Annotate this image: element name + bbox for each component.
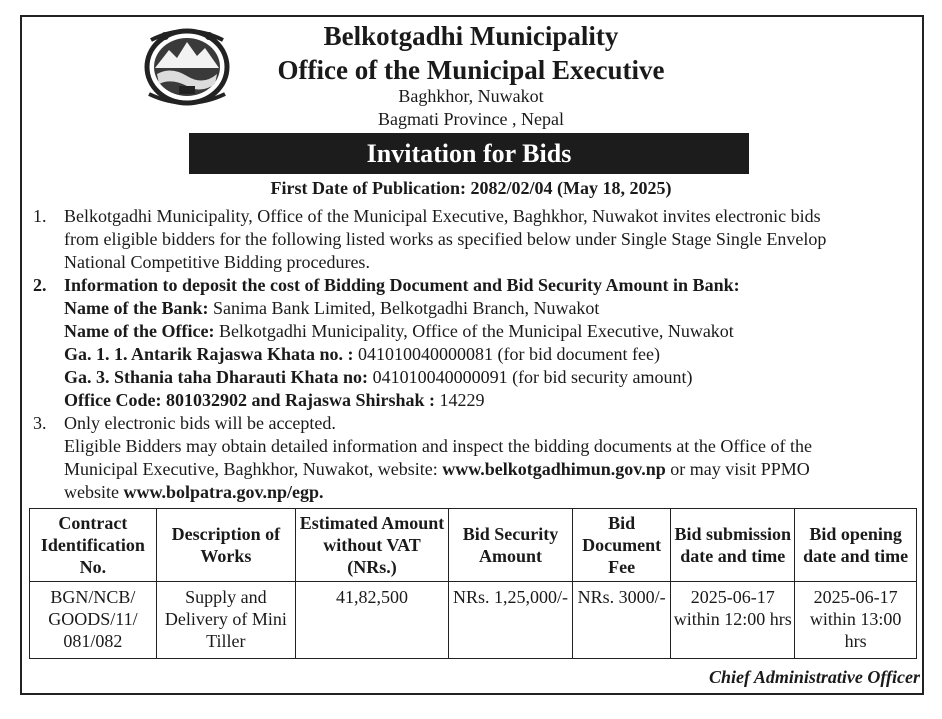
office-value: Belkotgadhi Municipality, Office of the Municipal Executive, Nuwakot — [214, 321, 734, 341]
column-header: Description of Works — [156, 509, 295, 582]
section-2-number: 2. — [33, 275, 47, 295]
table-row — [30, 582, 917, 659]
office-code-value: 14229 — [435, 390, 485, 410]
table-header-row — [30, 509, 917, 582]
column-header: Contract Identification No. — [30, 509, 157, 582]
municipality-website-link[interactable]: www.belkotgadhimun.gov.np — [442, 459, 666, 479]
section-2-heading: Information to deposit the cost of Bidding Document and Bid Security Amount in Bank: — [64, 275, 740, 295]
submission-cell: 2025-06-17 within 12:00 hrs — [671, 582, 795, 659]
section-1-line: Belkotgadhi Municipality, Office of the Municipal Executive, Baghkhor, Nuwakot invites electronic bids — [64, 206, 821, 226]
section-3-line — [64, 482, 324, 503]
section-3-line: Eligible Bidders may obtain detailed information and inspect the bidding documents at the Office of the — [64, 436, 812, 456]
account-2-value: 041010040000091 (for bid security amount) — [368, 367, 693, 387]
contract-id-cell: BGN/NCB/ GOODS/11/ 081/082 — [30, 582, 157, 659]
address-line-1: Baghkhor, Nuwakot — [398, 86, 544, 106]
notice-title: Invitation for Bids — [189, 133, 749, 174]
account-2-line — [64, 367, 693, 388]
publication-date: First Date of Publication: 2082/02/04 (May 18, 2025) — [270, 178, 672, 198]
fee-cell: NRs. 3000/- — [572, 582, 670, 659]
account-1-value: 041010040000081 (for bid document fee) — [353, 344, 660, 364]
section-3-line: Only electronic bids will be accepted. — [64, 413, 336, 433]
section-3-text: website — [64, 482, 124, 502]
section-3-line — [64, 459, 810, 480]
office-code-line — [64, 390, 485, 411]
column-header: Bid Document Fee — [572, 509, 670, 582]
account-1-line — [64, 344, 660, 365]
section-1-number: 1. — [33, 206, 47, 226]
account-1-label: Ga. 1. 1. Antarik Rajaswa Khata no. : — [64, 344, 354, 364]
municipality-name: Belkotgadhi Municipality — [323, 21, 619, 51]
bank-label: Name of the Bank: — [64, 298, 209, 318]
bids-table — [29, 508, 917, 659]
section-3-number: 3. — [33, 413, 47, 433]
bank-name-line — [64, 298, 599, 319]
description-cell: Supply and Delivery of Mini Tiller — [156, 582, 295, 659]
opening-cell: 2025-06-17 within 13:00 hrs — [795, 582, 917, 659]
bank-value: Sanima Bank Limited, Belkotgadhi Branch, Nuwakot — [208, 298, 600, 318]
office-label: Name of the Office: — [64, 321, 215, 341]
office-name-line — [64, 321, 734, 342]
amount-cell: 41,82,500 — [295, 582, 448, 659]
account-2-label: Ga. 3. Sthania taha Dharauti Khata no: — [64, 367, 369, 387]
office-name: Office of the Municipal Executive — [277, 55, 665, 85]
ppmo-website-link[interactable]: www.bolpatra.gov.np/egp. — [123, 482, 324, 502]
section-1-line: National Competitive Bidding procedures. — [64, 252, 370, 272]
column-header: Bid opening date and time — [795, 509, 917, 582]
column-header: Bid Security Amount — [449, 509, 573, 582]
office-code-label: Office Code: 801032902 and Rajaswa Shirshak : — [64, 390, 436, 410]
security-cell: NRs. 1,25,000/- — [449, 582, 573, 659]
column-header: Estimated Amount without VAT (NRs.) — [295, 509, 448, 582]
column-header: Bid submission date and time — [671, 509, 795, 582]
section-3-text: Municipal Executive, Baghkhor, Nuwakot, website: — [64, 459, 443, 479]
section-1-line: from eligible bidders for the following listed works as specified below under Single Stage Single Envelop — [64, 229, 827, 249]
section-3-text: or may visit PPMO — [665, 459, 810, 479]
signatory: Chief Administrative Officer — [709, 667, 920, 687]
address-line-2: Bagmati Province , Nepal — [378, 109, 564, 129]
